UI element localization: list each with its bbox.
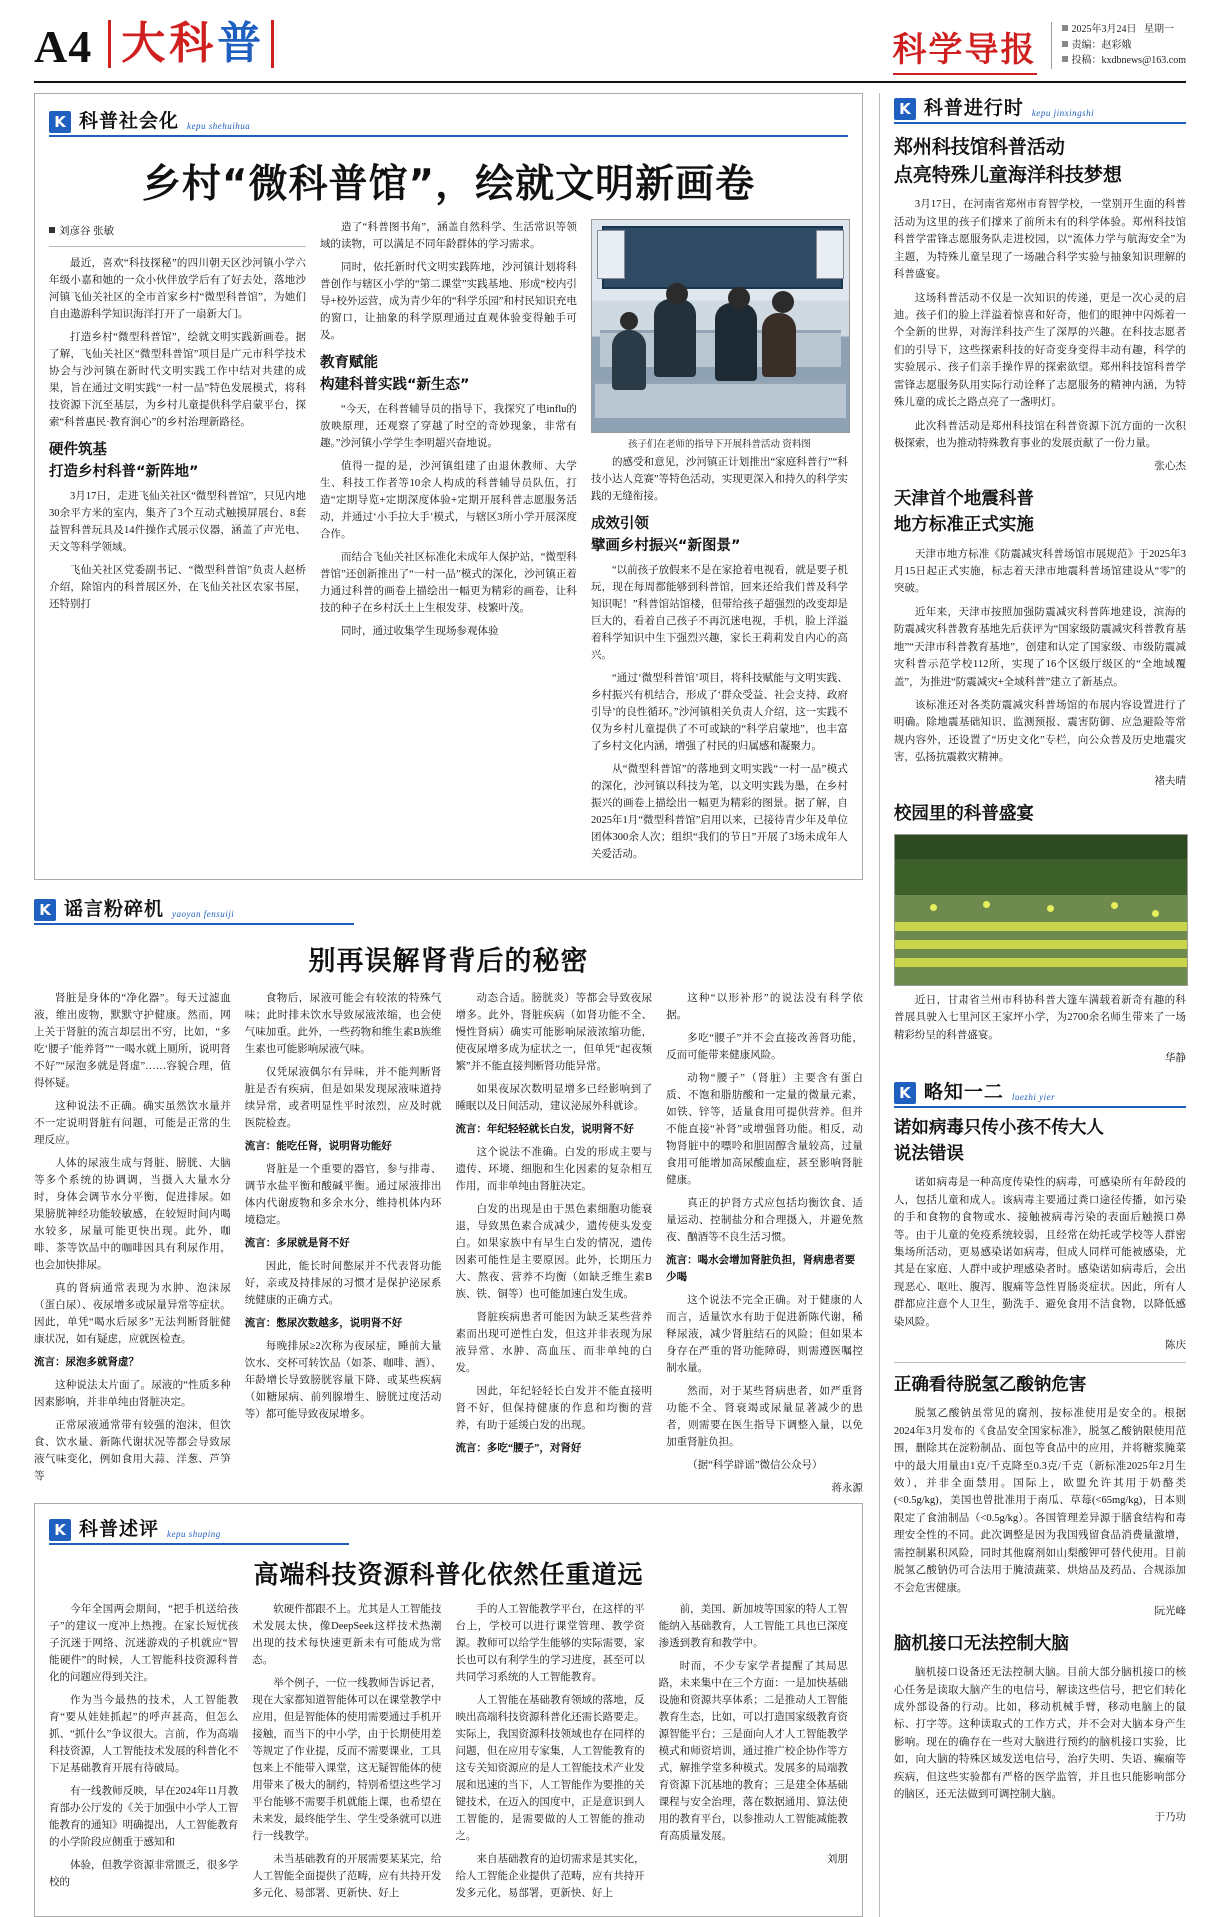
bullet-icon	[1062, 41, 1068, 47]
paragraph: 的感受和意见，沙河镇正计划推出“家庭科普行”“科技小达人竞赛”等特色活动，实现更深入和持久的科学实践的无缝衔接。	[590, 457, 848, 502]
paragraph: 这个说法不准确。白发的形成主要与遗传、环境、细胞和生化因素的复杂相互作用，而非单纯由肾脏决定。	[455, 1147, 653, 1193]
section-title: 略知一二	[923, 1081, 1004, 1104]
mail-line: 投稿：kxdbnews@163.com	[1071, 55, 1186, 66]
photo-person	[612, 330, 646, 390]
story1-col-2	[320, 219, 577, 869]
story1-col-1	[49, 219, 306, 869]
paragraph: 同时，依托新时代文明实践阵地，沙河镇计划将科普创作与辖区小学的“第二课堂”实践基地、形成“校内引导+校外运营，成为青少年的“科学乐园”和村民知识充电的窗口，让抽象的科学原理通过直观体验变得触手可及。	[319, 262, 577, 341]
paragraph: 肾脏疾病患者可能因为缺乏某些营养素而出现可逆性白发，但这并非表现为尿液异常、水肿、高血压、而非单纯的白发。	[455, 1312, 653, 1375]
section-header-shuping	[49, 1514, 349, 1545]
story-kepu-shehuihua	[34, 93, 863, 880]
story3-col-2	[252, 1601, 441, 1908]
paragraph: 手的人工智能教学平台，在这样的平台上，学校可以进行课堂管理、教学资源。教师可以给学生能够的实际需要，家长也可以有利学生的学习进度，甚至可以共同学习系统的人工智能教育。	[455, 1604, 645, 1684]
story1-subhead-2a: 教育赋能	[319, 355, 378, 371]
story1-col-3	[591, 219, 848, 869]
section-pinyin: kepu jinxingshi	[1031, 108, 1095, 118]
story1-photo-block	[591, 219, 848, 450]
section-logo	[108, 20, 274, 68]
paragraph: 来自基础教育的迫切需求是其实化，给人工智能企业提供了范畴，应有共持开发多元化，易部署，更新快、好上	[455, 1854, 645, 1900]
paragraph: 食物后，尿液可能会有较浓的特殊气味；此时排未饮水导致尿液浓缩，也会使气味加重。此外，一些药物和维生素B族维生素也可能影响尿液气味。	[244, 993, 442, 1056]
sidebar-sign-3: 华静	[1165, 1053, 1186, 1065]
paragraph: 天津市地方标准《防震减灾科普场馆市展规范》于2025年3月15日起正式实施，标志着天津市地震科普场馆建设从“零”的突破。	[893, 548, 1186, 595]
paragraph: 每晚排尿≥2次称为夜尿症，睡前大量饮水、交杯可转饮品（如茶、咖啡、酒）、年龄增长导致膀胱容量下降、或某些疾病（如糖尿病、前列腺增生、膀胱过度活动等）都可能导致夜尿增多。	[244, 1341, 442, 1421]
section-title: 科普社会化	[79, 110, 180, 132]
sidebar-sign-1: 张心杰	[1154, 461, 1186, 473]
sidebar-headline-5: 正确看待脱氢乙酸钠危害	[893, 1375, 1087, 1396]
story3-col-1	[49, 1601, 238, 1908]
paragraph: 举个例子，一位一线教师告诉记者，现在大家都知道智能体可以在课堂教学中应用，但是智能体的使用需要通过手机开接触，而当下的中小学，由于长期使用差等规定了作业提，反而不需要课业，工具包来上不能带入课堂，这无疑智能体的使用带来了极大的制约，特别希望这些学习平台能够不需要手机就能上课，也希望在未来发，最终能学生、学生受条就可以进行一线教学。	[252, 1678, 442, 1843]
story1-headline: 乡村“微科普馆”，绘就文明新画卷	[141, 162, 756, 207]
paragraph: 软硬件都跟不上。尤其是人工智能技术发展太快，像DeepSeek这样技术热潮出现的技术每快速更新未有可能成为常态。	[252, 1604, 442, 1667]
story1-subhead-2b: 构建科普实践“新生态”	[319, 376, 470, 393]
story-yaoyan-fensuiji	[34, 894, 863, 1495]
photo-crowd-row	[895, 922, 1187, 931]
k-logo-icon: K	[49, 1519, 71, 1541]
paragraph: 近日，甘肃省兰州市科协科普大篷车满载着新奇有趣的科普展具驶入七里河区王家坪小学，为2700余名师生带来了一场精彩纷呈的科普盛宴。	[893, 994, 1186, 1041]
paragraph: 今年全国两会期间，“把手机送给孩子”的建议一度冲上热搜。在家长短忧孩子沉迷于网络、沉迷游戏的子机就应“智能硬件”的时候，人工智能科技资源科普化的问题应得到关注。	[49, 1604, 239, 1684]
paragraph: 然而，对于某些肾病患者，如严重肾功能不全、肾衰竭或尿量显著减少的患者，则需要在医生指导下调整入量，以免加重肾脏负担。	[666, 1386, 863, 1449]
paragraph: 真的肾病通常表现为水肿、泡沫尿（蛋白尿）、夜尿增多或尿量异常等症状。因此，单凭“喝水后尿多”无法判断肾脏健康状况，如有疑虑，应就医检查。	[34, 1283, 231, 1346]
paragraph: 这场科普活动不仅是一次知识的传递，更是一次心灵的启迪。孩子们的脸上洋溢着惊喜和好奇，他们的眼神中闪烁着一个全新的世界，对海洋科技产生了深厚的兴趣。在科技志愿者们的引导下，这些探索科技的好奇变身变得丰动有趣，科学的实验展示、孩子们亲手操作界的探索欲望。郑州科技馆科普学雷锋志愿服务队用实际行动诠释了志愿服务的精神内涵，为特殊儿童的成长之路点亮了一盏明灯。	[893, 292, 1186, 409]
sidebar-headline-1a: 郑州科技馆科普活动	[893, 136, 1065, 158]
section-header-luezhi	[894, 1077, 1186, 1108]
paragraph: “通过‘微型科普馆’项目，将科技赋能与文明实践、乡村振兴有机结合，形成了‘群众受益、社会支持、政府引导’的良性循环。”沙河镇相关负责人介绍，这一实践不仅为乡村儿童提供了不可或缺的“科学启蒙地”，也丰富了乡村文化内涵，增强了村民的归属感和凝聚力。	[590, 673, 848, 753]
paragraph: 有一线教师反映，早在2024年11月教育部办公厅发的《关于加强中小学人工智能教育的通知》明确提出，人工智能教育的小学阶段应侧重于感知和	[49, 1786, 239, 1849]
paragraph: 此次科普活动是郑州科技馆在科普资源下沉方面的一次积极探索，也为推动特殊教育事业的发展贡献了一份力量。	[893, 420, 1186, 449]
section-pinyin: kepu shehuihua	[187, 121, 251, 131]
paragraph: 未当基础教育的开展需要某某完，给人工智能全面提供了范畴，应有共持开发多元化、易部署、更新快、好上	[252, 1854, 442, 1900]
logo-char-ke: 科	[169, 18, 214, 69]
k-logo-icon: K	[894, 1082, 916, 1104]
sidebar-column	[879, 93, 1186, 1917]
section-pinyin: yaoyan fensuiji	[172, 909, 235, 920]
paragraph: 前，美国、新加坡等国家的特人工智能纳入基础教育，人工智能工具也已深度渗透到教育和教学中。	[658, 1604, 848, 1650]
editor-line: 责编：赵彩娥	[1071, 39, 1132, 51]
issue-date: 2025年3月24日	[1071, 24, 1137, 35]
paragraph: 真正的护肾方式应包括均衡饮食、适量运动、控制盐分和合理摄入，并避免熬夜、酗酒等不良生活习惯。	[666, 1198, 863, 1244]
paragraph: 从“微型科普馆”的落地到文明实践“一村一品”模式的深化，沙河镇以科技为笔，以文明实践为墨，在乡村振兴的画卷上描绘出一幅更为精彩的图景。据了解，自2025年1月“微型科普馆”启用以来，已接待青少年及单位团体300余人次；组织“我们的节日”开展了3场未成年人关爱活动。	[590, 764, 848, 861]
paragraph: “今天，在科普辅导员的指导下，我探究了电influ的放映原理，还观察了穿越了时空的奇妙现象，非常有趣。”沙河镇小学学生李明超兴奋地说。	[319, 404, 577, 450]
paragraph: 该标准还对各类防震减灾科普场馆的布展内容设置进行了明确。除地震基础知识、监测预报、震害防御、应急避险等常规内容外，还设置了“历史文化”专栏，向公众普及历史地震灾害，弘扬抗震救灾精神。	[893, 700, 1186, 764]
story2-sign: 蒋永源	[831, 1483, 863, 1495]
paragraph: 人工智能在基础教育领域的落地，反映出高端科技资源科普化还需长路要走。实际上，我国资源科技领域也存在同样的问题，但在应用专家集，人工智能教育的这专关知资源应的是人工智能技术产业发展和迅速的当下，人工智能作为要推的关键技术，在迈入的国度中，正是意识到人工智能的，是需要做的人工智能的推动之。	[455, 1695, 645, 1843]
photo-person-head	[772, 291, 794, 313]
story2-col-3	[455, 990, 652, 1495]
logo-char-pu: 普	[217, 18, 262, 69]
section-title: 科普进行时	[923, 97, 1024, 119]
k-logo-icon: K	[894, 98, 916, 120]
paragraph: 脑机接口设备还无法控制大脑。目前大部分脑机接口的核心任务是读取大脑产生的电信号，解读这些信号，把它们转化成外部设备的行动。比如，移动机械手臂，移动电脑上的鼠标、打字等。这种读取式的工作方式，并不会对大脑本身产生影响。现在的确存在一些对大脑进行预约的脑机接口实验，比如，向大脑的特殊区域发送电信号，治疗失明、失语、癫痫等疾病，但这些实验都有严格的医学监管，并且也只能影响部分的脑区，还无法做到可调控制大脑。	[893, 1667, 1186, 1801]
paragraph: 肾脏是身体的“净化器”。每天过滤血液，维出废物，默默守护健康。然而，网上关于肾脏的流言却层出不穷，比如，“多吃‘腰子’能养肾”“一喝水就上厕所，说明肾不好”“尿泡多就是肾虚”……容貌合理，值得怀疑。	[34, 993, 231, 1090]
sidebar-headline-2a: 天津首个地震科普	[893, 489, 1034, 510]
rumor-label: 流言：尿泡多就肾虚？	[34, 1357, 139, 1369]
divider	[894, 1362, 1186, 1363]
story1-subhead-1a: 硬件筑基	[49, 442, 107, 458]
photo-person-dot	[983, 901, 990, 908]
story1-subhead-3a: 成效引领	[590, 516, 649, 532]
sidebar-headline-3: 校园里的科普盛宴	[893, 803, 1034, 824]
paragraph: 体验，但教学资源非常匮乏，很多学校的	[49, 1860, 239, 1889]
story3-col-3	[455, 1601, 644, 1908]
logo-char-da: 大	[121, 18, 166, 69]
paragraph: 因此，年纪轻轻长白发并不能直接明肾不好，但保持健康的作息和均衡的营养，有助于延缓白发的出现。	[455, 1386, 653, 1432]
section-pinyin: luezhi yier	[1011, 1092, 1056, 1103]
rumor-label: 流言：多吃“腰子”，对肾好	[455, 1443, 582, 1455]
paragraph: 诺如病毒是一种高度传染性的病毒，可感染所有年龄段的人，包括儿童和成人。该病毒主要通过粪口途径传播，如污染的手和食物的食物或水、接触被病毒污染的表面后触摸口鼻等。由于儿童的免疫系统较弱，且经常在幼托或学校等人群密集场所活动，更易感染诺如病毒，但成人同样可能被感染，尤其是在家庭、人群中或护理感染者时。感染诺如病毒后，会出现恶心、呕吐、腹泻、腹痛等急性胃肠炎症状。因此，所有人群都应注意个人卫生，勤洗手、避免食用不洁食物，以降低感染风险。	[893, 1177, 1186, 1328]
story1-columns	[49, 219, 848, 869]
masthead-left	[34, 18, 274, 70]
story1-byline	[49, 223, 306, 238]
paragraph: 多吃“腰子”并不会直接改善肾功能，反而可能带来健康风险。	[666, 1033, 863, 1062]
paragraph: 正常尿液通常带有较强的泡沫，但饮食、饮水量、新陈代谢状况等都会导致尿液气味变化，例如食用大蒜、洋葱、芦笋等	[34, 1420, 231, 1483]
story1-byline-text: 刘彦谷 张敏	[59, 226, 115, 237]
story1-photo-caption	[591, 436, 848, 450]
k-logo-icon: K	[49, 111, 71, 133]
divider	[49, 246, 306, 247]
photo-poster	[816, 230, 844, 279]
paragraph: 动物“腰子”（肾脏）主要含有蛋白质、不饱和脂肪酸和一定量的微量元素，如铁、锌等，适量食用可提供营养。但并不能直接“补肾”或增强肾功能。相反，动物肾脏中的嘌呤和胆固醇含量较高，过量食用可能增加高尿酸血症，甚至影响肾脏健康。	[666, 1073, 863, 1187]
story2-col-4	[666, 990, 863, 1495]
paragraph: 而结合飞仙关社区标准化未成年人保护站，“微型科普馆”还创新推出了“一村一品”模式的深化，沙河镇正着力通过科普的画卷上描绘出一幅更为精彩的画卷，让科技的种子在乡村沃土上生根发芽、枝繁叶茂。	[319, 552, 577, 615]
story2-columns	[34, 990, 863, 1495]
paragraph: 人体的尿液生成与肾脏、膀胱、大脑等多个系统的协调调，当摄入大量水分时，身体会调节水分平衡，促进排尿。如果膀胱神经功能较敏感，在较短时间内喝水较多，尿量可能更快出现。此外，咖啡、茶等饮品中的咖啡因具有利尿作用，也会加快排尿。	[34, 1158, 231, 1272]
photo-person	[762, 313, 796, 377]
paragraph: 近年来，天津市按照加强防震减灾科普阵地建设，滨海的防震减灾科普教育基地先后获评为“国家级防震减灾科普教育基地”“天津市科普教育基地”，创建和认定了国家级、市级防震减灾科普示范学校112所，实现了16个区级厅级区的“全地域覆盖”，为推进“防震减灾+全域科普”建立了新基点。	[893, 606, 1186, 688]
paragraph: 值得一提的是，沙河镇组建了由退休教师、大学生、科技工作者等10余人构成的科普辅导员队伍，打造“定期导览+定期深度体验+定期开展科普志愿服务活动，并通过‘小手拉大手’模式，与辖区3所小学开展深度合作。	[319, 461, 577, 541]
main-column	[34, 93, 863, 1917]
photo-person	[715, 303, 757, 381]
story1-subhead-3b: 擘画乡村振兴“新图景”	[590, 537, 741, 554]
photo-crowd-row	[895, 958, 1187, 967]
photo-person-head	[728, 287, 750, 309]
paragraph: 3月17日，在河南省郑州市育智学校，一堂别开生面的科普活动为这里的孩子们撑来了前所未有的科学体验。郑州科技馆科普学雷锋志愿服务队走进校园，以“流体力学与航海安全”为主题，为特殊儿童呈现了一场融合科学实验与抽象知识理解的科普盛宴。	[893, 199, 1186, 281]
paragraph: “以前孩子放假来不是在家抢着电视看，就是要子机玩，现在每周都能够到科普馆，回来还给我们普及科学知识呢！”科普馆站馆楼，但带给孩子超强烈的改变却是巨大的，看着自己孩子不再沉迷电视，手机，脸上洋溢着科学知识中生下强烈兴趣，家长王莉莉发自内心的高兴。	[590, 565, 848, 662]
k-logo-icon: K	[34, 899, 56, 921]
paragraph: 3月17日，走进飞仙关社区“微型科普馆”，只见内地30余平方米的室内，集齐了3个互动式触摸屏展台、8套益智科普玩具及14件操作式展示仪器，涵盖了声光电、天文等科学领域。	[49, 491, 306, 554]
sidebar-sign-5: 阮光峰	[1154, 1605, 1186, 1617]
rumor-label: 流言：喝水会增加肾脏负担，肾病患者要少喝	[666, 1255, 856, 1284]
paragraph: 动态合适。膀胱炎）等都会导致夜尿增多。此外，肾脏疾病（如肾功能不全、慢性肾病）确实可能影响尿液浓缩功能，使夜尿增多成为症状之一，但单凭“起夜频繁”并不能直接判断肾功能异常。	[455, 993, 653, 1073]
paragraph: 白发的出现是由于黑色素细胞功能衰退，导致黑色素合成减少，遗传使头发变白。如果家族中有早生白发的情况，遗传因素可能性是主要原因。此外，长期压力大、熬夜、营养不均衡（如缺乏维生素B族、铁、铜等）也可能加速白发生成。	[455, 1204, 653, 1301]
paragraph: 这种“以形补形”的说法没有科学依据。	[666, 993, 863, 1022]
paragraph: 这种说法太片面了。尿液的“性质多种因素影响，并非单纯由肾脏决定。	[34, 1380, 231, 1409]
paragraph: 造了“科普图书角”，涵盖自然科学、生活常识等领域的读物，可以满足不同年龄群体的学习需求。	[319, 222, 577, 250]
photo-person-dot	[1152, 910, 1159, 917]
paragraph: 作为当今最热的技术，人工智能教育“要从娃娃抓起”的呼声甚高，但怎么抓、“抓什么”争议很大。言前，作为高端科技资源，人工智能技术发展的科普化不下足基础教育开展有待破局。	[49, 1695, 239, 1775]
story3-columns	[49, 1601, 848, 1908]
photo-crowd-row	[895, 940, 1187, 949]
section-title: 谣言粉碎机	[64, 898, 165, 921]
bullet-icon	[49, 227, 55, 233]
section-title: 科普述评	[79, 1518, 160, 1541]
paragraph: 因此，能长时间憋尿并不代表肾功能好，亲或及持排尿的习惯才是保护泌尿系统健康的正确方式。	[244, 1261, 442, 1307]
story3-headline: 高端科技资源科普化依然任重道远	[253, 1560, 644, 1590]
sidebar-headline-4b: 说法错误	[893, 1144, 964, 1165]
paragraph: 脱氢乙酸钠虽常见的腐剂，按标准使用是安全的。根据2024年3月发布的《食品安全国家标准》，脱氢乙酸钠限使用范围，删除其在淀粉制品、面包等食品中的应用，并将糖浆腌菜中的最大用量由1克/千克降至0.3克/千克（新标准2025年2月生效），并非全面禁用。国际上，欧盟允许其用于奶酪类(<0.5g/kg)，美国也曾批准用于南瓜、草莓(<65mg/kg)，日本则限定了食油制品（<0.5g/kg）。各国管理差异源于膳食结构和毒理安全性的不同。此次调整是因为我国残留食品消费量激增，需控制累积风险，同时其他腐剂如山梨酸钾可替代使用。目前脱氢乙酸钠仍可合法用于腌渍蔬菜、烘焙品及药品、合规添加不会危害健康。	[893, 1408, 1186, 1594]
page-body	[34, 93, 1186, 1917]
paragraph: 这种说法不正确。确实虽然饮水量并不一定说明肾脏有问题，可能是正常的生理反应。	[34, 1101, 231, 1147]
section-header-yaoyan	[34, 894, 354, 925]
masthead	[34, 18, 1186, 83]
section-pinyin: kepu shuping	[167, 1529, 221, 1540]
sidebar-sign-4: 陈庆	[1165, 1340, 1186, 1352]
paragraph: 最近，喜欢“科技探秘”的四川朝天区沙河镇小学六年级小嘉和她的一众小伙伴放学后有了好去处，落地沙河镇飞仙关社区的全市首家乡村“微型科普馆”，为她们自由遨游科学知识海洋打开了一扇新大门。	[49, 258, 306, 320]
photo-blackboard	[602, 226, 842, 289]
sidebar-sign-2: 褚夫晴	[1154, 775, 1186, 787]
rumor-label: 流言：憋尿次数越多，说明肾不好	[244, 1318, 403, 1330]
bullet-icon	[1062, 56, 1068, 62]
page-number: A4	[34, 21, 93, 72]
masthead-right	[893, 18, 1186, 75]
paragraph: （据“科学辟谣”微信公众号）	[687, 1460, 823, 1472]
sidebar-photo	[894, 834, 1188, 986]
paragraph: 飞仙关社区党委副书记、“微型科普馆”负责人赵桥介绍，除馆内的科普展区外，在飞仙关社区农家书屋，还特别打	[49, 565, 306, 611]
sidebar-sign-6: 于乃功	[1154, 1812, 1186, 1824]
paragraph: 同时，通过收集学生现场参观体验	[340, 626, 499, 638]
rumor-label: 流言：能吃任肾，说明肾功能好	[244, 1141, 392, 1153]
paper-name: 科学导报	[893, 22, 1037, 75]
rumor-label: 流言：年纪轻轻就长白发，说明肾不好	[455, 1124, 634, 1136]
story2-headline: 别再误解肾背后的秘密	[308, 946, 589, 978]
sidebar-headline-1b: 点亮特殊儿童海洋科技梦想	[893, 164, 1122, 187]
story1-photo	[591, 219, 850, 433]
story2-col-2	[245, 990, 442, 1495]
sidebar-headline-6: 脑机接口无法控制大脑	[893, 1633, 1069, 1654]
section-header-kepu-shehuihua	[49, 106, 848, 137]
sidebar-headline-2b: 地方标准正式实施	[893, 515, 1034, 536]
story3-col-4	[659, 1601, 848, 1908]
paragraph: 仅凭尿液偶尔有异味，并不能判断肾脏是否有疾病，但是如果发现尿液味道持续异常，或者明显性平时浓烈，应及时就医院检查。	[244, 1067, 442, 1130]
story2-col-1	[34, 990, 231, 1495]
masthead-meta	[1051, 22, 1186, 69]
paragraph: 如果夜尿次数明显增多已经影响到了睡眠以及日间活动，建议泌尿外科就诊。	[455, 1084, 653, 1113]
section-header-jinxingshi	[894, 93, 1186, 124]
paragraph: 这个说法不完全正确。对于健康的人而言，适量饮水有助于促进新陈代谢，稀释尿液，减少肾脏结石的风险；但如果本身存在严重的肾功能障碍，则需遵医嘱控制水量。	[666, 1295, 863, 1375]
sidebar-headline-4a: 诺如病毒只传小孩不传大人	[893, 1118, 1104, 1139]
story1-subhead-1b: 打造乡村科普“新阵地”	[49, 463, 199, 480]
issue-weekday: 星期一	[1144, 24, 1175, 35]
caption-text: 孩子们在老师的指导下开展科普活动 资料图	[627, 440, 811, 450]
paragraph: 肾脏是一个重要的器官，参与排毒、调节水盐平衡和酸碱平衡。通过尿液排出体内代谢废物和多余水分，维持机体内环境稳定。	[244, 1164, 442, 1227]
story3-sign: 刘朋	[826, 1854, 848, 1866]
paragraph: 时而，不少专家学者提醒了其局思路，未来集中在三个方面：一是加快基础设施和资源共享体系；二是推动人工智能教育生态，比如，可以打造国家级教育资源智能平台；三是面向人才人工智能教学模式和师资培训，通过推广校企协作等方式，解推学堂多种模式。发展多的局端教育资源下沉基地的教育；三是建全体基础课程与安全治理，落在数据通用、算法使用的教育平台，以参推动人工智能减能教育高质量发展。	[658, 1661, 848, 1843]
rumor-label: 流言：多尿就是肾不好	[244, 1238, 350, 1250]
photo-person-dot	[930, 904, 937, 911]
photo-poster	[597, 230, 625, 279]
story-kepu-shuping	[34, 1503, 863, 1917]
photo-person	[654, 299, 696, 377]
bullet-icon	[1062, 25, 1068, 31]
paragraph: 打造乡村“微型科普馆”，绘就文明实践新画卷。据了解，飞仙关社区“微型科普馆”项目是广元市科学技术协会与沙河镇在新时代文明实践工作中结对共建的成果，旨在通过文明实践“一村一品”特色发展模式，将科技资源下沉至基层，为乡村儿童提供科学启蒙平台，探索“科普惠民·教育润心”的乡村治理新路径。	[49, 332, 306, 428]
